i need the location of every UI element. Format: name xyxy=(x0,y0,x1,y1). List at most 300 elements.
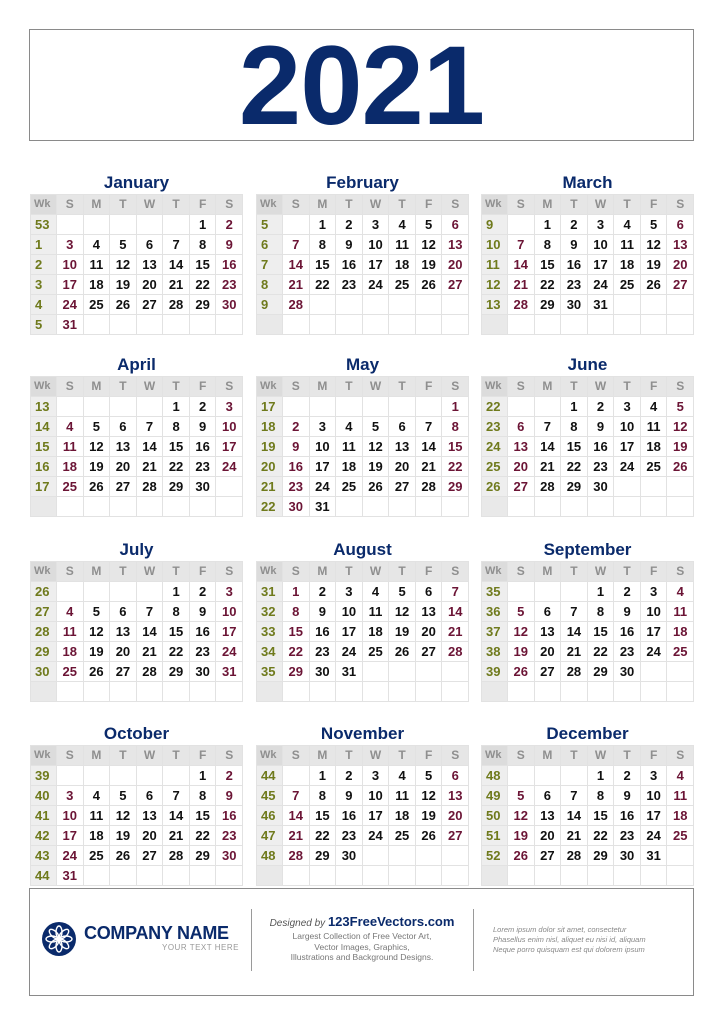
day-cell[interactable]: 2 xyxy=(282,416,309,436)
day-cell[interactable]: 5 xyxy=(83,601,110,621)
day-cell[interactable]: 7 xyxy=(136,416,163,436)
day-cell[interactable]: 19 xyxy=(666,436,693,456)
day-cell[interactable]: 5 xyxy=(507,785,534,805)
day-cell[interactable]: 3 xyxy=(56,785,83,805)
day-cell[interactable]: 18 xyxy=(388,805,415,825)
day-cell[interactable]: 24 xyxy=(613,456,640,476)
day-cell[interactable]: 15 xyxy=(309,254,336,274)
day-cell[interactable]: 26 xyxy=(507,661,534,681)
day-cell[interactable]: 28 xyxy=(136,476,163,496)
day-cell[interactable]: 15 xyxy=(189,254,216,274)
day-cell[interactable]: 9 xyxy=(613,785,640,805)
day-cell[interactable]: 7 xyxy=(282,234,309,254)
day-cell[interactable]: 25 xyxy=(388,274,415,294)
day-cell[interactable]: 31 xyxy=(309,496,336,516)
day-cell[interactable]: 9 xyxy=(282,436,309,456)
day-cell[interactable]: 4 xyxy=(362,581,389,601)
day-cell[interactable]: 8 xyxy=(587,785,614,805)
day-cell[interactable]: 25 xyxy=(335,476,362,496)
day-cell[interactable]: 12 xyxy=(415,785,442,805)
day-cell[interactable]: 22 xyxy=(189,274,216,294)
day-cell[interactable]: 11 xyxy=(640,416,667,436)
day-cell[interactable]: 25 xyxy=(83,845,110,865)
day-cell[interactable]: 30 xyxy=(560,294,587,314)
day-cell[interactable]: 7 xyxy=(441,581,468,601)
day-cell[interactable]: 16 xyxy=(335,805,362,825)
day-cell[interactable]: 23 xyxy=(335,825,362,845)
day-cell[interactable]: 11 xyxy=(388,234,415,254)
day-cell[interactable]: 1 xyxy=(587,765,614,785)
day-cell[interactable]: 20 xyxy=(534,641,561,661)
day-cell[interactable]: 14 xyxy=(162,254,189,274)
day-cell[interactable]: 19 xyxy=(83,456,110,476)
day-cell[interactable]: 12 xyxy=(83,436,110,456)
day-cell[interactable]: 1 xyxy=(309,765,336,785)
day-cell[interactable]: 22 xyxy=(162,641,189,661)
day-cell[interactable]: 13 xyxy=(109,436,136,456)
day-cell[interactable]: 10 xyxy=(215,601,242,621)
day-cell[interactable]: 7 xyxy=(162,785,189,805)
day-cell[interactable]: 23 xyxy=(189,456,216,476)
day-cell[interactable]: 1 xyxy=(189,214,216,234)
day-cell[interactable]: 25 xyxy=(666,641,693,661)
day-cell[interactable]: 29 xyxy=(162,661,189,681)
day-cell[interactable]: 1 xyxy=(534,214,561,234)
day-cell[interactable]: 18 xyxy=(83,274,110,294)
day-cell[interactable]: 21 xyxy=(162,825,189,845)
day-cell[interactable]: 21 xyxy=(534,456,561,476)
day-cell[interactable]: 11 xyxy=(83,805,110,825)
day-cell[interactable]: 22 xyxy=(587,641,614,661)
day-cell[interactable]: 8 xyxy=(162,416,189,436)
day-cell[interactable]: 26 xyxy=(415,825,442,845)
day-cell[interactable]: 25 xyxy=(56,661,83,681)
day-cell[interactable]: 17 xyxy=(362,805,389,825)
day-cell[interactable]: 10 xyxy=(362,785,389,805)
day-cell[interactable]: 3 xyxy=(56,234,83,254)
day-cell[interactable]: 11 xyxy=(335,436,362,456)
day-cell[interactable]: 10 xyxy=(56,805,83,825)
day-cell[interactable]: 29 xyxy=(189,294,216,314)
day-cell[interactable]: 3 xyxy=(587,214,614,234)
day-cell[interactable]: 27 xyxy=(441,825,468,845)
day-cell[interactable]: 24 xyxy=(56,294,83,314)
day-cell[interactable]: 13 xyxy=(441,785,468,805)
day-cell[interactable]: 9 xyxy=(309,601,336,621)
day-cell[interactable]: 9 xyxy=(560,234,587,254)
day-cell[interactable]: 16 xyxy=(215,254,242,274)
day-cell[interactable]: 14 xyxy=(560,805,587,825)
day-cell[interactable]: 13 xyxy=(136,254,163,274)
day-cell[interactable]: 14 xyxy=(136,621,163,641)
day-cell[interactable]: 15 xyxy=(309,805,336,825)
day-cell[interactable]: 1 xyxy=(587,581,614,601)
day-cell[interactable]: 24 xyxy=(362,825,389,845)
day-cell[interactable]: 22 xyxy=(587,825,614,845)
day-cell[interactable]: 15 xyxy=(560,436,587,456)
day-cell[interactable]: 21 xyxy=(162,274,189,294)
day-cell[interactable]: 18 xyxy=(56,641,83,661)
day-cell[interactable]: 17 xyxy=(215,621,242,641)
day-cell[interactable]: 18 xyxy=(83,825,110,845)
day-cell[interactable]: 8 xyxy=(282,601,309,621)
day-cell[interactable]: 24 xyxy=(309,476,336,496)
day-cell[interactable]: 3 xyxy=(309,416,336,436)
day-cell[interactable]: 7 xyxy=(560,785,587,805)
day-cell[interactable]: 26 xyxy=(415,274,442,294)
day-cell[interactable]: 5 xyxy=(109,785,136,805)
day-cell[interactable]: 30 xyxy=(309,661,336,681)
day-cell[interactable]: 28 xyxy=(441,641,468,661)
day-cell[interactable]: 4 xyxy=(388,765,415,785)
day-cell[interactable]: 7 xyxy=(507,234,534,254)
day-cell[interactable]: 20 xyxy=(534,825,561,845)
day-cell[interactable]: 27 xyxy=(415,641,442,661)
day-cell[interactable]: 16 xyxy=(613,805,640,825)
day-cell[interactable]: 25 xyxy=(56,476,83,496)
day-cell[interactable]: 9 xyxy=(335,234,362,254)
day-cell[interactable]: 31 xyxy=(56,314,83,334)
day-cell[interactable]: 22 xyxy=(441,456,468,476)
day-cell[interactable]: 29 xyxy=(441,476,468,496)
day-cell[interactable]: 24 xyxy=(56,845,83,865)
day-cell[interactable]: 1 xyxy=(162,581,189,601)
day-cell[interactable]: 21 xyxy=(507,274,534,294)
day-cell[interactable]: 11 xyxy=(362,601,389,621)
day-cell[interactable]: 26 xyxy=(362,476,389,496)
day-cell[interactable]: 1 xyxy=(441,396,468,416)
day-cell[interactable]: 2 xyxy=(613,581,640,601)
day-cell[interactable]: 17 xyxy=(640,621,667,641)
day-cell[interactable]: 16 xyxy=(335,254,362,274)
day-cell[interactable]: 21 xyxy=(136,456,163,476)
day-cell[interactable]: 5 xyxy=(109,234,136,254)
day-cell[interactable]: 3 xyxy=(640,581,667,601)
day-cell[interactable]: 8 xyxy=(534,234,561,254)
day-cell[interactable]: 18 xyxy=(666,621,693,641)
day-cell[interactable]: 8 xyxy=(587,601,614,621)
day-cell[interactable]: 26 xyxy=(83,661,110,681)
day-cell[interactable]: 11 xyxy=(83,254,110,274)
day-cell[interactable]: 23 xyxy=(215,825,242,845)
day-cell[interactable]: 27 xyxy=(534,661,561,681)
day-cell[interactable]: 20 xyxy=(441,805,468,825)
day-cell[interactable]: 4 xyxy=(388,214,415,234)
day-cell[interactable]: 18 xyxy=(666,805,693,825)
day-cell[interactable]: 17 xyxy=(335,621,362,641)
day-cell[interactable]: 8 xyxy=(189,234,216,254)
day-cell[interactable]: 2 xyxy=(613,765,640,785)
day-cell[interactable]: 17 xyxy=(640,805,667,825)
day-cell[interactable]: 15 xyxy=(534,254,561,274)
day-cell[interactable]: 30 xyxy=(189,476,216,496)
day-cell[interactable]: 21 xyxy=(560,641,587,661)
day-cell[interactable]: 16 xyxy=(189,621,216,641)
day-cell[interactable]: 28 xyxy=(415,476,442,496)
day-cell[interactable]: 26 xyxy=(83,476,110,496)
day-cell[interactable]: 7 xyxy=(136,601,163,621)
day-cell[interactable]: 8 xyxy=(309,234,336,254)
day-cell[interactable]: 17 xyxy=(587,254,614,274)
day-cell[interactable]: 9 xyxy=(613,601,640,621)
day-cell[interactable]: 7 xyxy=(162,234,189,254)
day-cell[interactable]: 9 xyxy=(189,416,216,436)
day-cell[interactable]: 13 xyxy=(388,436,415,456)
day-cell[interactable]: 4 xyxy=(83,785,110,805)
day-cell[interactable]: 20 xyxy=(666,254,693,274)
day-cell[interactable]: 20 xyxy=(109,641,136,661)
day-cell[interactable]: 4 xyxy=(613,214,640,234)
day-cell[interactable]: 19 xyxy=(640,254,667,274)
day-cell[interactable]: 11 xyxy=(666,785,693,805)
day-cell[interactable]: 2 xyxy=(335,765,362,785)
day-cell[interactable]: 29 xyxy=(309,845,336,865)
day-cell[interactable]: 19 xyxy=(415,254,442,274)
day-cell[interactable]: 26 xyxy=(388,641,415,661)
day-cell[interactable]: 10 xyxy=(640,601,667,621)
day-cell[interactable]: 16 xyxy=(309,621,336,641)
day-cell[interactable]: 29 xyxy=(162,476,189,496)
day-cell[interactable]: 29 xyxy=(189,845,216,865)
day-cell[interactable]: 11 xyxy=(56,621,83,641)
day-cell[interactable]: 9 xyxy=(215,785,242,805)
day-cell[interactable]: 19 xyxy=(388,621,415,641)
day-cell[interactable]: 3 xyxy=(215,396,242,416)
day-cell[interactable]: 23 xyxy=(587,456,614,476)
day-cell[interactable]: 21 xyxy=(441,621,468,641)
day-cell[interactable]: 7 xyxy=(282,785,309,805)
day-cell[interactable]: 5 xyxy=(507,601,534,621)
day-cell[interactable]: 1 xyxy=(189,765,216,785)
day-cell[interactable]: 28 xyxy=(162,294,189,314)
day-cell[interactable]: 4 xyxy=(56,601,83,621)
day-cell[interactable]: 6 xyxy=(534,601,561,621)
day-cell[interactable]: 24 xyxy=(640,825,667,845)
day-cell[interactable]: 14 xyxy=(415,436,442,456)
day-cell[interactable]: 25 xyxy=(613,274,640,294)
day-cell[interactable]: 14 xyxy=(507,254,534,274)
day-cell[interactable]: 1 xyxy=(309,214,336,234)
day-cell[interactable]: 2 xyxy=(560,214,587,234)
day-cell[interactable]: 5 xyxy=(666,396,693,416)
day-cell[interactable]: 12 xyxy=(388,601,415,621)
day-cell[interactable]: 14 xyxy=(282,805,309,825)
day-cell[interactable]: 29 xyxy=(587,845,614,865)
day-cell[interactable]: 23 xyxy=(335,274,362,294)
day-cell[interactable]: 3 xyxy=(362,765,389,785)
day-cell[interactable]: 16 xyxy=(282,456,309,476)
day-cell[interactable]: 5 xyxy=(415,765,442,785)
day-cell[interactable]: 4 xyxy=(56,416,83,436)
day-cell[interactable]: 15 xyxy=(587,805,614,825)
day-cell[interactable]: 2 xyxy=(189,396,216,416)
day-cell[interactable]: 17 xyxy=(56,825,83,845)
day-cell[interactable]: 27 xyxy=(666,274,693,294)
day-cell[interactable]: 23 xyxy=(613,641,640,661)
day-cell[interactable]: 24 xyxy=(362,274,389,294)
day-cell[interactable]: 16 xyxy=(560,254,587,274)
day-cell[interactable]: 6 xyxy=(388,416,415,436)
day-cell[interactable]: 8 xyxy=(189,785,216,805)
day-cell[interactable]: 23 xyxy=(189,641,216,661)
day-cell[interactable]: 8 xyxy=(560,416,587,436)
day-cell[interactable]: 23 xyxy=(309,641,336,661)
day-cell[interactable]: 15 xyxy=(162,621,189,641)
day-cell[interactable]: 10 xyxy=(56,254,83,274)
day-cell[interactable]: 31 xyxy=(56,865,83,885)
day-cell[interactable]: 30 xyxy=(613,845,640,865)
day-cell[interactable]: 10 xyxy=(335,601,362,621)
day-cell[interactable]: 7 xyxy=(534,416,561,436)
day-cell[interactable]: 3 xyxy=(362,214,389,234)
day-cell[interactable]: 9 xyxy=(587,416,614,436)
day-cell[interactable]: 2 xyxy=(215,765,242,785)
day-cell[interactable]: 12 xyxy=(362,436,389,456)
day-cell[interactable]: 23 xyxy=(282,476,309,496)
day-cell[interactable]: 27 xyxy=(388,476,415,496)
day-cell[interactable]: 12 xyxy=(415,234,442,254)
day-cell[interactable]: 15 xyxy=(587,621,614,641)
day-cell[interactable]: 11 xyxy=(56,436,83,456)
day-cell[interactable]: 23 xyxy=(215,274,242,294)
day-cell[interactable]: 8 xyxy=(441,416,468,436)
day-cell[interactable]: 30 xyxy=(587,476,614,496)
day-cell[interactable]: 19 xyxy=(109,274,136,294)
day-cell[interactable]: 14 xyxy=(441,601,468,621)
day-cell[interactable]: 13 xyxy=(109,621,136,641)
day-cell[interactable]: 2 xyxy=(309,581,336,601)
day-cell[interactable]: 13 xyxy=(534,805,561,825)
day-cell[interactable]: 30 xyxy=(189,661,216,681)
day-cell[interactable]: 26 xyxy=(640,274,667,294)
day-cell[interactable]: 31 xyxy=(215,661,242,681)
day-cell[interactable]: 20 xyxy=(507,456,534,476)
day-cell[interactable]: 12 xyxy=(666,416,693,436)
day-cell[interactable]: 17 xyxy=(362,254,389,274)
day-cell[interactable]: 3 xyxy=(215,581,242,601)
day-cell[interactable]: 29 xyxy=(534,294,561,314)
day-cell[interactable]: 1 xyxy=(162,396,189,416)
day-cell[interactable]: 3 xyxy=(335,581,362,601)
day-cell[interactable]: 4 xyxy=(335,416,362,436)
day-cell[interactable]: 10 xyxy=(640,785,667,805)
day-cell[interactable]: 19 xyxy=(415,805,442,825)
day-cell[interactable]: 13 xyxy=(415,601,442,621)
day-cell[interactable]: 31 xyxy=(640,845,667,865)
day-cell[interactable]: 27 xyxy=(136,294,163,314)
day-cell[interactable]: 10 xyxy=(309,436,336,456)
day-cell[interactable]: 25 xyxy=(362,641,389,661)
day-cell[interactable]: 18 xyxy=(388,254,415,274)
day-cell[interactable]: 19 xyxy=(507,641,534,661)
day-cell[interactable]: 15 xyxy=(162,436,189,456)
day-cell[interactable]: 3 xyxy=(640,765,667,785)
day-cell[interactable]: 21 xyxy=(560,825,587,845)
day-cell[interactable]: 28 xyxy=(507,294,534,314)
day-cell[interactable]: 4 xyxy=(640,396,667,416)
day-cell[interactable]: 31 xyxy=(335,661,362,681)
day-cell[interactable]: 28 xyxy=(534,476,561,496)
day-cell[interactable]: 9 xyxy=(335,785,362,805)
day-cell[interactable]: 12 xyxy=(83,621,110,641)
day-cell[interactable]: 14 xyxy=(136,436,163,456)
day-cell[interactable]: 6 xyxy=(415,581,442,601)
day-cell[interactable]: 28 xyxy=(282,845,309,865)
day-cell[interactable]: 21 xyxy=(415,456,442,476)
day-cell[interactable]: 15 xyxy=(189,805,216,825)
day-cell[interactable]: 24 xyxy=(215,456,242,476)
day-cell[interactable]: 13 xyxy=(441,234,468,254)
day-cell[interactable]: 24 xyxy=(587,274,614,294)
day-cell[interactable]: 20 xyxy=(388,456,415,476)
day-cell[interactable]: 27 xyxy=(534,845,561,865)
day-cell[interactable]: 21 xyxy=(282,274,309,294)
day-cell[interactable]: 27 xyxy=(109,661,136,681)
day-cell[interactable]: 19 xyxy=(507,825,534,845)
day-cell[interactable]: 14 xyxy=(560,621,587,641)
day-cell[interactable]: 13 xyxy=(534,621,561,641)
day-cell[interactable]: 28 xyxy=(162,845,189,865)
day-cell[interactable]: 27 xyxy=(136,845,163,865)
day-cell[interactable]: 5 xyxy=(83,416,110,436)
day-cell[interactable]: 2 xyxy=(335,214,362,234)
day-cell[interactable]: 12 xyxy=(109,805,136,825)
day-cell[interactable]: 22 xyxy=(162,456,189,476)
day-cell[interactable]: 22 xyxy=(534,274,561,294)
day-cell[interactable]: 13 xyxy=(136,805,163,825)
day-cell[interactable]: 4 xyxy=(666,581,693,601)
day-cell[interactable]: 30 xyxy=(335,845,362,865)
day-cell[interactable]: 20 xyxy=(441,254,468,274)
day-cell[interactable]: 24 xyxy=(640,641,667,661)
day-cell[interactable]: 10 xyxy=(362,234,389,254)
day-cell[interactable]: 30 xyxy=(215,294,242,314)
day-cell[interactable]: 8 xyxy=(309,785,336,805)
day-cell[interactable]: 27 xyxy=(507,476,534,496)
day-cell[interactable]: 21 xyxy=(136,641,163,661)
day-cell[interactable]: 21 xyxy=(282,825,309,845)
day-cell[interactable]: 28 xyxy=(282,294,309,314)
day-cell[interactable]: 27 xyxy=(109,476,136,496)
day-cell[interactable]: 30 xyxy=(613,661,640,681)
day-cell[interactable]: 15 xyxy=(441,436,468,456)
day-cell[interactable]: 31 xyxy=(587,294,614,314)
day-cell[interactable]: 4 xyxy=(666,765,693,785)
day-cell[interactable]: 12 xyxy=(640,234,667,254)
day-cell[interactable]: 6 xyxy=(109,416,136,436)
day-cell[interactable]: 6 xyxy=(441,214,468,234)
day-cell[interactable]: 18 xyxy=(56,456,83,476)
day-cell[interactable]: 13 xyxy=(507,436,534,456)
day-cell[interactable]: 22 xyxy=(282,641,309,661)
designed-by-link[interactable]: 123FreeVectors.com xyxy=(327,914,455,929)
day-cell[interactable]: 25 xyxy=(388,825,415,845)
day-cell[interactable]: 25 xyxy=(640,456,667,476)
day-cell[interactable]: 26 xyxy=(109,294,136,314)
day-cell[interactable]: 16 xyxy=(587,436,614,456)
day-cell[interactable]: 14 xyxy=(282,254,309,274)
day-cell[interactable]: 5 xyxy=(415,214,442,234)
day-cell[interactable]: 20 xyxy=(136,274,163,294)
day-cell[interactable]: 29 xyxy=(587,661,614,681)
day-cell[interactable]: 22 xyxy=(309,274,336,294)
day-cell[interactable]: 16 xyxy=(215,805,242,825)
day-cell[interactable]: 6 xyxy=(441,765,468,785)
day-cell[interactable]: 2 xyxy=(189,581,216,601)
day-cell[interactable]: 26 xyxy=(666,456,693,476)
day-cell[interactable]: 24 xyxy=(335,641,362,661)
day-cell[interactable]: 8 xyxy=(162,601,189,621)
